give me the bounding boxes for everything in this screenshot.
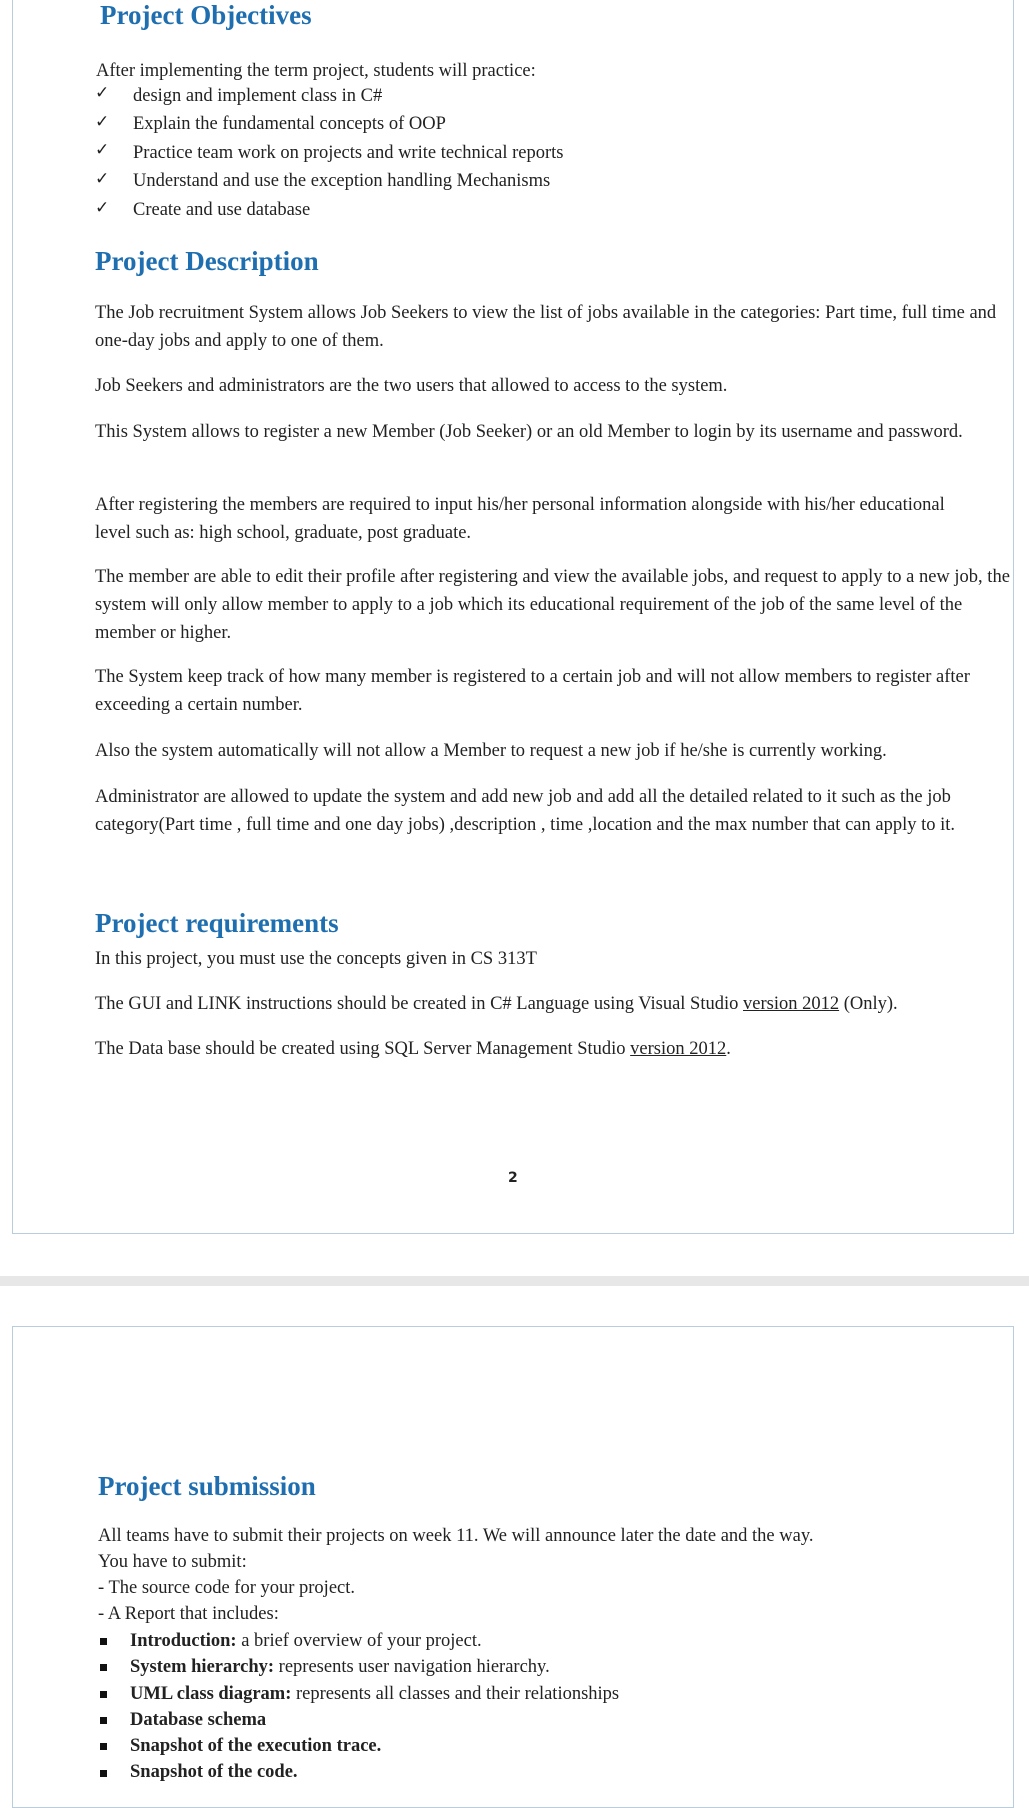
version-link[interactable]: version 2012 [743,994,840,1014]
description-paragraph: Also the system automatically will not allow a Member to request a new job if he/she is currently working. [95,741,887,761]
requirements-line: The GUI and LINK instructions should be created in C# Language using Visual Studio version 2012 (Only). [95,994,898,1014]
objective-item: Understand and use the exception handling Mechanisms [133,171,551,191]
description-paragraph: Administrator are allowed to update the system and add new job and add all the detailed related to it such as the job category(Part time , full time and one day jobs) ,description , time ,location and the max number that can apply to it. [95,787,956,835]
objectives-intro: After implementing the term project, students will practice: [96,61,536,81]
report-item: UML class diagram: represents all classes and their relationships [130,1684,620,1704]
square-bullet-icon [100,1664,107,1671]
submission-line: You have to submit: [98,1552,247,1572]
submission-heading: Project submission [98,1471,316,1501]
description-paragraph: After registering the members are required to input his/her personal information alongside with his/her educational level such as: high school, graduate, post graduate. [95,495,945,543]
objective-item: Explain the fundamental concepts of OOP [133,114,446,134]
checkmark-icon: ✓ [95,140,110,160]
description-paragraph: The Job recruitment System allows Job Seekers to view the list of jobs available in the categories: Part time, full time and one-day jobs and apply to one of them. [95,303,997,351]
report-item: Snapshot of the execution trace. [130,1736,382,1756]
requirements-heading: Project requirements [95,908,339,938]
description-paragraph: Job Seekers and administrators are the two users that allowed to access to the system. [95,376,728,396]
objective-item: Practice team work on projects and write technical reports [133,143,564,163]
checkmark-icon: ✓ [95,198,110,218]
submission-line: - A Report that includes: [98,1604,279,1624]
report-item: Database schema [130,1710,267,1730]
square-bullet-icon [100,1691,107,1698]
version-link[interactable]: version 2012 [630,1039,727,1059]
report-item: Snapshot of the code. [130,1762,298,1782]
page-separator [0,1276,1029,1286]
requirements-line: The Data base should be created using SQL Server Management Studio version 2012. [95,1039,731,1059]
checkmark-icon: ✓ [95,169,110,189]
objective-item: design and implement class in C# [133,86,383,106]
report-item: System hierarchy: represents user navigation hierarchy. [130,1657,550,1677]
square-bullet-icon [100,1770,107,1777]
description-paragraph: The member are able to edit their profile after registering and view the available jobs, and request to apply to a new job, the system will only allow member to apply to a job which its educational requirement of the job of the same level of the member or higher. [95,567,1010,643]
requirements-line: In this project, you must use the concepts given in CS 313T [95,949,537,969]
description-heading: Project Description [95,246,319,276]
page-number: 2 [508,1170,518,1186]
square-bullet-icon [100,1638,107,1645]
checkmark-icon: ✓ [95,112,110,132]
description-paragraph: This System allows to register a new Member (Job Seeker) or an old Member to login by its username and password. [95,422,963,442]
checkmark-icon: ✓ [95,83,110,103]
square-bullet-icon [100,1717,107,1724]
square-bullet-icon [100,1743,107,1750]
objective-item: Create and use database [133,200,311,220]
objectives-heading: Project Objectives [100,0,312,30]
description-paragraph: The System keep track of how many member is registered to a certain job and will not allow members to register after exceeding a certain number. [95,667,970,715]
submission-line: - The source code for your project. [98,1578,356,1598]
submission-line: All teams have to submit their projects on week 11. We will announce later the date and the way. [98,1526,814,1546]
report-item: Introduction: a brief overview of your project. [130,1631,482,1651]
